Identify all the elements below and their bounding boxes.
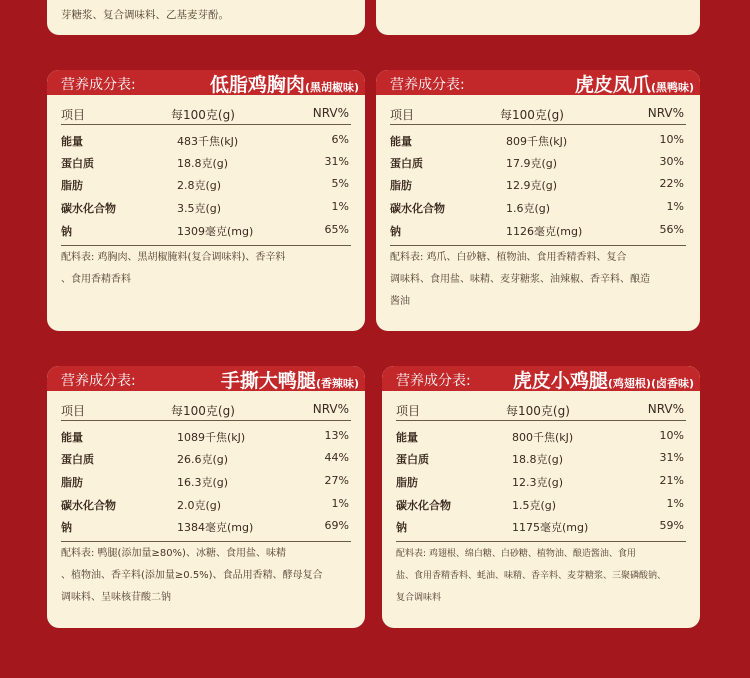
product-name: 手撕大鸭腿(香辣味) xyxy=(220,370,359,392)
table-row: 能量 483千焦(kJ) 6% xyxy=(61,133,349,148)
product-flavor: (鸡翅根)(卤香味) xyxy=(607,377,694,390)
table-header xyxy=(61,398,351,421)
col-nrv: NRV% xyxy=(647,106,684,120)
nutrition-card-duck-leg xyxy=(47,366,365,628)
table-row: 钠 1175毫克(mg) 59% xyxy=(396,519,684,534)
product-flavor: (香辣味) xyxy=(315,377,359,390)
col-item: 项目 xyxy=(390,108,415,122)
ingredients-text: 配料表: 鸡翅根、绵白糖、白砂糖、植物油、酿造酱油、食用 盐、食用香精香料、蚝油、味精、香辛料、麦芽糖浆、三聚磷酸钠、 复合调味料 xyxy=(396,549,667,603)
col-nrv: NRV% xyxy=(647,402,684,416)
top-left-card-partial xyxy=(47,0,365,35)
ingredients-text: 配料表: 鸡胸肉、黑胡椒腌料(复合调味料)、香辛料 、食用香精香料 xyxy=(61,252,286,285)
table-row: 能量 809千焦(kJ) 10% xyxy=(390,133,684,148)
table-row: 能量 1089千焦(kJ) 13% xyxy=(61,429,349,444)
col-per100g: 每100克(g) xyxy=(506,404,570,418)
col-item: 项目 xyxy=(61,404,86,418)
col-per100g: 每100克(g) xyxy=(171,404,235,418)
product-name: 虎皮凤爪(黑鸭味) xyxy=(574,74,694,96)
col-item: 项目 xyxy=(396,404,421,418)
table-row: 碳水化合物 3.5克(g) 1% xyxy=(61,200,349,215)
table-header xyxy=(61,102,351,125)
table-row: 钠 1309毫克(mg) 65% xyxy=(61,223,349,238)
card-header xyxy=(47,70,365,95)
col-per100g: 每100克(g) xyxy=(500,108,564,122)
table-row: 蛋白质 26.6克(g) 44% xyxy=(61,451,349,466)
card-header xyxy=(382,366,700,391)
table-row: 碳水化合物 2.0克(g) 1% xyxy=(61,497,349,512)
nutrition-label: 营养成分表: xyxy=(61,373,136,389)
col-nrv: NRV% xyxy=(312,402,349,416)
product-flavor: (黑胡椒味) xyxy=(304,81,359,94)
card-header xyxy=(376,70,700,95)
table-row: 脂肪 2.8克(g) 5% xyxy=(61,177,349,192)
table-row: 脂肪 12.3克(g) 21% xyxy=(396,474,684,489)
table-row: 碳水化合物 1.6克(g) 1% xyxy=(390,200,684,215)
table-row: 脂肪 12.9克(g) 22% xyxy=(390,177,684,192)
top-right-card-partial xyxy=(376,0,700,35)
nutrition-label: 营养成分表: xyxy=(61,77,136,93)
table-row: 碳水化合物 1.5克(g) 1% xyxy=(396,497,684,512)
nutrition-card-chicken-drumette xyxy=(382,366,700,628)
ingredients-text: 配料表: 鸡爪、白砂糖、植物油、食用香精香料、复合 调味料、食用盐、味精、麦芽糖浆、油辣椒、香辛料、酿造 酱油 xyxy=(390,252,650,307)
product-flavor: (黑鸭味) xyxy=(650,81,694,94)
table-row: 钠 1384毫克(mg) 69% xyxy=(61,519,349,534)
nutrition-card-chicken-breast xyxy=(47,70,365,331)
table-header xyxy=(390,102,686,125)
table-row: 能量 800千焦(kJ) 10% xyxy=(396,429,684,444)
col-nrv: NRV% xyxy=(312,106,349,120)
divider xyxy=(396,541,686,542)
ingredients-text: 配料表: 鸭腿(添加量≥80%)、冰糖、食用盐、味精 、植物油、香辛料(添加量≥0.5%)、食品用香精、酵母复合 调味料、呈味核苷酸二钠 xyxy=(61,548,323,603)
table-row: 脂肪 16.3克(g) 27% xyxy=(61,474,349,489)
nutrition-label: 营养成分表: xyxy=(390,77,465,93)
table-row: 钠 1126毫克(mg) 56% xyxy=(390,223,684,238)
table-row: 蛋白质 17.9克(g) 30% xyxy=(390,155,684,170)
table-row: 蛋白质 18.8克(g) 31% xyxy=(61,155,349,170)
table-header xyxy=(396,398,686,421)
table-row: 蛋白质 18.8克(g) 31% xyxy=(396,451,684,466)
divider xyxy=(390,245,686,246)
divider xyxy=(61,541,351,542)
col-item: 项目 xyxy=(61,108,86,122)
nutrition-label: 营养成分表: xyxy=(396,373,471,389)
nutrition-card-chicken-feet xyxy=(376,70,700,331)
product-name: 虎皮小鸡腿(鸡翅根)(卤香味) xyxy=(512,370,694,392)
product-name: 低脂鸡胸肉(黑胡椒味) xyxy=(209,74,359,96)
top-card-ingredients-tail: 芽糖浆、复合调味料、乙基麦芽酚。 xyxy=(61,9,229,21)
card-header xyxy=(47,366,365,391)
col-per100g: 每100克(g) xyxy=(171,108,235,122)
divider xyxy=(61,245,351,246)
